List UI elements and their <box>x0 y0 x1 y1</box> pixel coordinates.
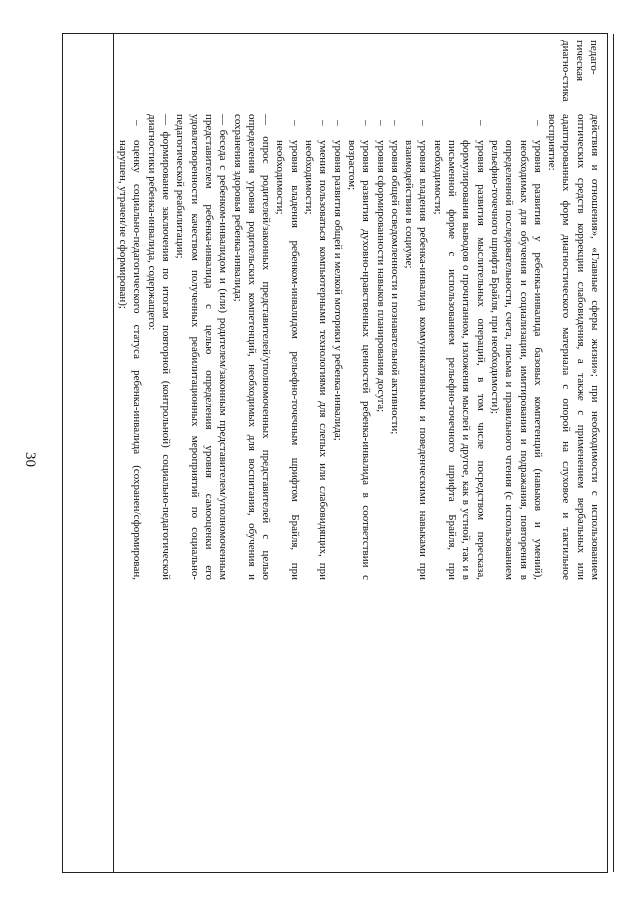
dash-marker: – <box>288 120 301 126</box>
page-number: 30 <box>22 452 38 467</box>
long-dash-marker: — <box>217 114 230 125</box>
section-title: педаго-гическая диагно-стика <box>560 40 600 102</box>
list-item <box>402 114 431 580</box>
list-item-text: уровня владения ребенка-инвалида коммуникативными и поведенческими навыками при взаимодействии в социуме; <box>403 140 430 580</box>
paragraph <box>230 114 273 580</box>
list-item <box>430 114 487 580</box>
list-item <box>373 114 387 580</box>
sub-list-item-text: оценку социально-педагогического статуса ребенка-инвалида (сохранен/сформирован, нарушен, утрачен/не сформирован); <box>117 140 144 580</box>
list-item <box>302 114 331 580</box>
paragraph-text: формирование заключения по итогам повторной (контрольной) социально-педагогической диагностики ребенка-инвалида, содержащего: <box>145 114 173 580</box>
paragraph <box>173 114 230 580</box>
paragraph <box>145 114 174 580</box>
dash-marker: – <box>331 120 344 126</box>
list-item-text: уровня развития у ребенка-инвалида базовых компетенций (навыков и умений), необходимых для обучения и социализации, имитирования и подражания, повторения в определенной последовательности, счета, письма и правильного чтения (с использованием рельефно-точечного шрифта Брайля, при необходимости); <box>488 140 544 580</box>
list-item <box>273 114 302 580</box>
paragraph-text: беседа с ребенком-инвалидом и (или) родителем/законным представителем/уполномоченным представителем ребенка-инвалида с целью определения уровня самооценки его удовлетворенности качеством полученных реабилитационных мероприятий по социально-педагогической реабилитации; <box>174 114 230 581</box>
column-divider <box>613 34 614 872</box>
dash-marker: – <box>388 120 401 126</box>
dash-marker: – <box>131 120 144 126</box>
dash-marker: – <box>474 120 487 126</box>
dash-marker: – <box>317 120 330 126</box>
intro-paragraph: действия и отношения», «Главные сферы жизни»; при необходимости с использованием оптических средств коррекции слабовидения, а также с применением вербальных или адаптированных форм диагностического материала с опорой на слуховое и тактильное восприятие: <box>546 114 601 580</box>
sub-list-item <box>116 114 145 580</box>
list-item-text: уровня общей осведомленности и познавательной активности; <box>388 140 401 435</box>
long-dash-marker: — <box>160 114 173 125</box>
list-item <box>330 114 344 580</box>
content-cell <box>63 110 609 584</box>
list-item <box>345 114 374 580</box>
dash-marker: – <box>417 120 430 126</box>
paragraph-text: опрос родителей/законных представителей/уполномоченных представителей с целью определения уровня родительских компетенций, необходимых для воспитания, обучения и сохранения здоровья ребенка-инвалида; <box>231 114 273 580</box>
dash-marker: – <box>531 120 544 126</box>
list-item-text: уровня развития духовно-нравственных ценностей ребенка-инвалида в соответствии с возрастом; <box>345 140 373 580</box>
rotated-table-row <box>63 34 609 874</box>
list-item <box>388 114 402 580</box>
list-item-text: уровня сформированности навыков планирования досуга; <box>374 140 387 413</box>
list-item-text: уровня владения ребенком-инвалидом рельефно-точечным шрифтом Брайля, при необходимости; <box>274 140 301 580</box>
table <box>62 33 608 873</box>
dash-marker: – <box>374 120 387 126</box>
list-item <box>488 114 545 580</box>
long-dash-marker: — <box>260 114 273 125</box>
section-cell <box>63 34 609 109</box>
list-item-text: уровня развития мыслительных операций, в том числе посредством пересказа, формулирования выводов о прочитанном, изложения мыслей и другое, как в устной, так и в письменной форме с использованием рельефно-точечного шрифта Брайля, при необходимости; <box>431 140 487 580</box>
dash-marker: – <box>360 120 373 126</box>
list-item-text: уровня развития общей и мелкой моторики у ребенка-инвалида; <box>331 140 344 441</box>
list-item-text: умения пользоваться компьютерными технологиями для слепых или слабовидящих, при необходимости; <box>303 140 330 580</box>
